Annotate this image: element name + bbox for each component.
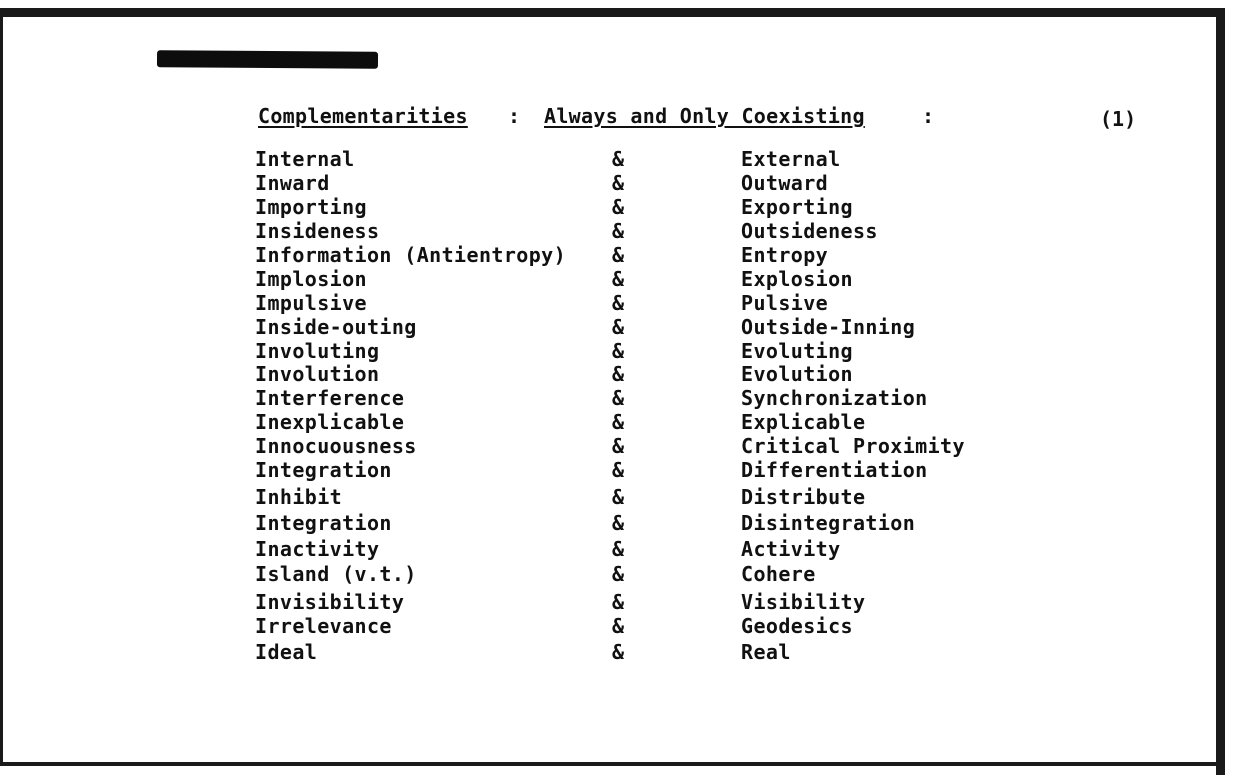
left-term: Ideal	[255, 640, 318, 664]
left-term: Internal	[255, 147, 355, 171]
ampersand: &	[612, 291, 625, 315]
right-term: Cohere	[741, 562, 816, 586]
list-item	[0, 340, 1100, 363]
list-item	[0, 220, 1100, 243]
list-item	[0, 268, 1100, 291]
list-item	[0, 316, 1100, 339]
left-term: Inward	[255, 171, 330, 195]
left-term: Involution	[255, 362, 380, 386]
ampersand: &	[612, 243, 625, 267]
left-term: Integration	[255, 458, 392, 482]
ampersand: &	[612, 386, 625, 410]
ampersand: &	[612, 458, 625, 482]
ampersand: &	[612, 267, 625, 291]
right-term: Real	[741, 640, 791, 664]
right-term: Explicable	[741, 410, 866, 434]
left-term: Inactivity	[255, 537, 380, 561]
right-term: Exporting	[741, 195, 853, 219]
list-item	[0, 363, 1100, 386]
left-term: Inhibit	[255, 485, 343, 509]
left-term: Importing	[255, 195, 367, 219]
list-item	[0, 615, 1100, 638]
right-term: Evolution	[741, 362, 853, 386]
ampersand: &	[612, 195, 625, 219]
right-term: Critical Proximity	[741, 434, 965, 458]
ampersand: &	[612, 315, 625, 339]
title-colon: :	[508, 104, 521, 128]
list-item	[0, 244, 1100, 267]
right-term: Differentiation	[741, 458, 928, 482]
right-term: Outside-Inning	[741, 315, 916, 339]
left-term: Integration	[255, 511, 392, 535]
ampersand: &	[612, 219, 625, 243]
left-term: Innocuousness	[255, 434, 417, 458]
ampersand: &	[612, 537, 625, 561]
ampersand: &	[612, 147, 625, 171]
left-term: Island (v.t.)	[255, 562, 417, 586]
left-term: Information (Antientropy)	[255, 243, 567, 267]
list-item	[0, 486, 1100, 509]
left-term: Involuting	[255, 339, 380, 363]
left-term: Impulsive	[255, 291, 367, 315]
ampersand: &	[612, 590, 625, 614]
ampersand: &	[612, 562, 625, 586]
right-term: Outward	[741, 171, 829, 195]
list-item	[0, 591, 1100, 614]
right-term: Visibility	[741, 590, 866, 614]
ampersand: &	[612, 434, 625, 458]
page-border-top	[0, 8, 1225, 17]
ampersand: &	[612, 410, 625, 434]
ampersand: &	[612, 640, 625, 664]
list-item	[0, 411, 1100, 434]
left-term: Irrelevance	[255, 614, 392, 638]
page-border-bottom	[0, 762, 1225, 766]
right-term: Explosion	[741, 267, 853, 291]
list-item	[0, 148, 1100, 171]
right-term: Entropy	[741, 243, 829, 267]
list-item	[0, 172, 1100, 195]
left-term: Inside-outing	[255, 315, 417, 339]
ampersand: &	[612, 362, 625, 386]
list-item	[0, 292, 1100, 315]
right-term: Outsideness	[741, 219, 878, 243]
ampersand: &	[612, 614, 625, 638]
right-term: Synchronization	[741, 386, 928, 410]
left-term: Implosion	[255, 267, 367, 291]
right-term: Disintegration	[741, 511, 916, 535]
list-item	[0, 387, 1100, 410]
list-item	[0, 641, 1100, 664]
list-item	[0, 538, 1100, 561]
page-subtitle: Always and Only Coexisting	[544, 104, 865, 128]
list-item	[0, 512, 1100, 535]
list-item	[0, 196, 1100, 219]
page-title: Complementarities	[258, 104, 468, 128]
page-border-right	[1216, 8, 1225, 775]
subtitle-colon: :	[922, 104, 935, 128]
left-term: Insideness	[255, 219, 380, 243]
left-term: Interference	[255, 386, 405, 410]
redaction-bar	[157, 50, 378, 69]
right-term: Activity	[741, 537, 841, 561]
right-term: Geodesics	[741, 614, 853, 638]
list-item	[0, 459, 1100, 482]
page-number: (1)	[1100, 107, 1137, 131]
ampersand: &	[612, 339, 625, 363]
right-term: Pulsive	[741, 291, 829, 315]
ampersand: &	[612, 485, 625, 509]
list-item	[0, 435, 1100, 458]
left-term: Inexplicable	[255, 410, 405, 434]
right-term: Distribute	[741, 485, 866, 509]
list-item	[0, 563, 1100, 586]
ampersand: &	[612, 511, 625, 535]
right-term: External	[741, 147, 841, 171]
right-term: Evoluting	[741, 339, 853, 363]
left-term: Invisibility	[255, 590, 405, 614]
ampersand: &	[612, 171, 625, 195]
